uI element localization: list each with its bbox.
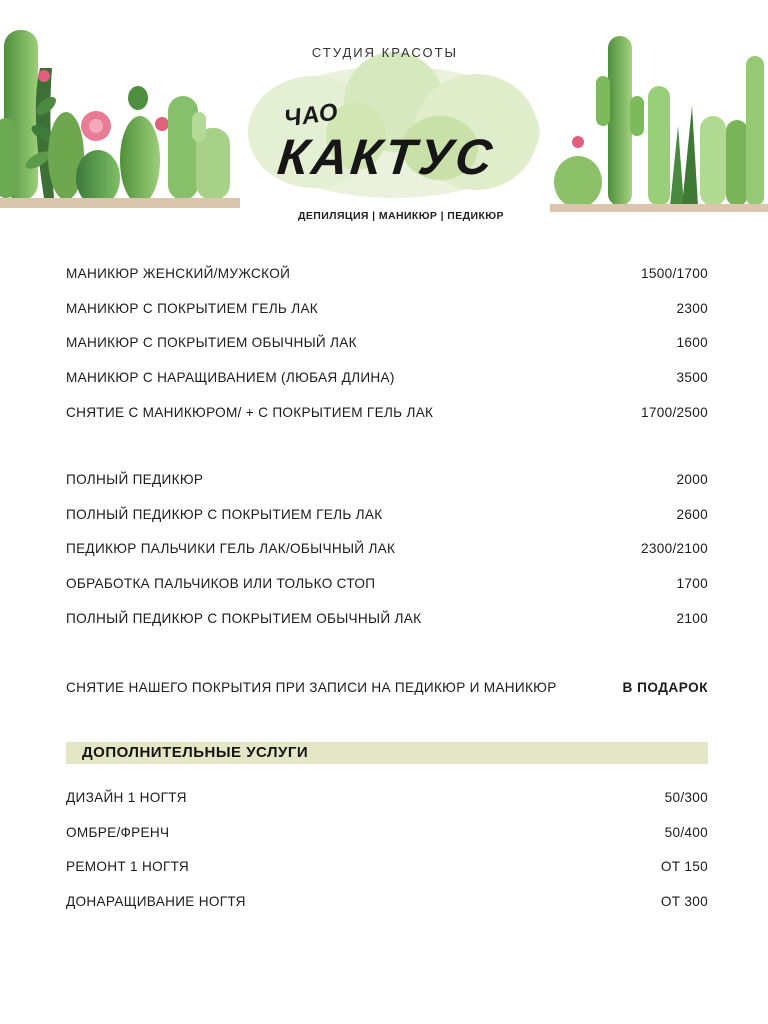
studio-label: СТУДИЯ КРАСОТЫ [311,45,459,60]
service-name: ОБРАБОТКА ПАЛЬЧИКОВ ИЛИ ТОЛЬКО СТОП [66,576,376,592]
price-row [66,576,708,611]
service-name: ДИЗАЙН 1 НОГТЯ [66,790,187,805]
gift-label: В ПОДАРОК [622,680,708,695]
service-price: 2000 [676,472,708,487]
price-row [66,680,708,715]
service-name: ПОЛНЫЙ ПЕДИКЮР С ПОКРЫТИЕМ ГЕЛЬ ЛАК [66,506,383,522]
service-price: 1600 [676,335,708,351]
extra-services-section [66,790,708,929]
service-name: ОМБРЕ/ФРЕНЧ [66,824,170,840]
logo [244,40,544,236]
cactus-illustration-right [550,36,768,212]
price-row [66,472,708,507]
price-row [66,541,708,576]
service-price: 2100 [676,610,708,626]
service-name: ПОЛНЫЙ ПЕДИКЮР [66,472,204,487]
service-name: РЕМОНТ 1 НОГТЯ [66,859,190,875]
price-row [66,825,708,860]
service-name: ПЕДИКЮР ПАЛЬЧИКИ ГЕЛЬ ЛАК/ОБЫЧНЫЙ ЛАК [66,541,396,557]
service-name: МАНИКЮР ЖЕНСКИЙ/МУЖСКОЙ [66,266,291,281]
service-name: ДОНАРАЩИВАНИЕ НОГТЯ [66,894,246,910]
price-row [66,507,708,542]
service-price: ОТ 300 [660,894,708,910]
price-row [66,266,708,301]
logo-top-word: ЧАО [282,98,341,133]
price-row [66,335,708,370]
price-row [66,894,708,929]
service-name: СНЯТИЕ НАШЕГО ПОКРЫТИЯ ПРИ ЗАПИСИ НА ПЕДИКЮР И МАНИКЮР [66,680,557,695]
price-row [66,790,708,825]
service-price: 50/300 [664,790,708,805]
service-name: ПОЛНЫЙ ПЕДИКЮР С ПОКРЫТИЕМ ОБЫЧНЫЙ ЛАК [66,610,422,626]
extra-services-title: ДОПОЛНИТЕЛЬНЫЕ УСЛУГИ [82,744,309,761]
logo-main-word: КАКТУС [275,129,498,185]
price-row [66,405,708,440]
price-row [66,859,708,894]
service-price: 1700/2500 [641,404,708,420]
service-name: МАНИКЮР С НАРАЩИВАНИЕМ (ЛЮБАЯ ДЛИНА) [66,370,395,386]
service-name: МАНИКЮР С ПОКРЫТИЕМ ОБЫЧНЫЙ ЛАК [66,335,357,351]
service-price: 1500/1700 [641,266,708,281]
logo-tagline: ДЕПИЛЯЦИЯ | МАНИКЮР | ПЕДИКЮР [298,210,504,222]
price-row [66,301,708,336]
price-row [66,370,708,405]
manicure-section [66,266,708,439]
price-row [66,611,708,646]
page-header [0,0,768,236]
service-price: 3500 [676,370,708,386]
pedicure-section [66,472,708,645]
cactus-illustration-left [0,28,240,212]
removal-section [66,680,708,715]
service-price: 2300/2100 [641,541,708,557]
service-price: ОТ 150 [660,859,708,875]
service-price: 2300 [676,300,708,316]
service-price: 50/400 [664,824,708,840]
service-name: СНЯТИЕ С МАНИКЮРОМ/ + С ПОКРЫТИЕМ ГЕЛЬ ЛАК [66,404,434,420]
service-price: 1700 [676,576,708,592]
service-price: 2600 [676,506,708,522]
service-name: МАНИКЮР С ПОКРЫТИЕМ ГЕЛЬ ЛАК [66,300,319,316]
